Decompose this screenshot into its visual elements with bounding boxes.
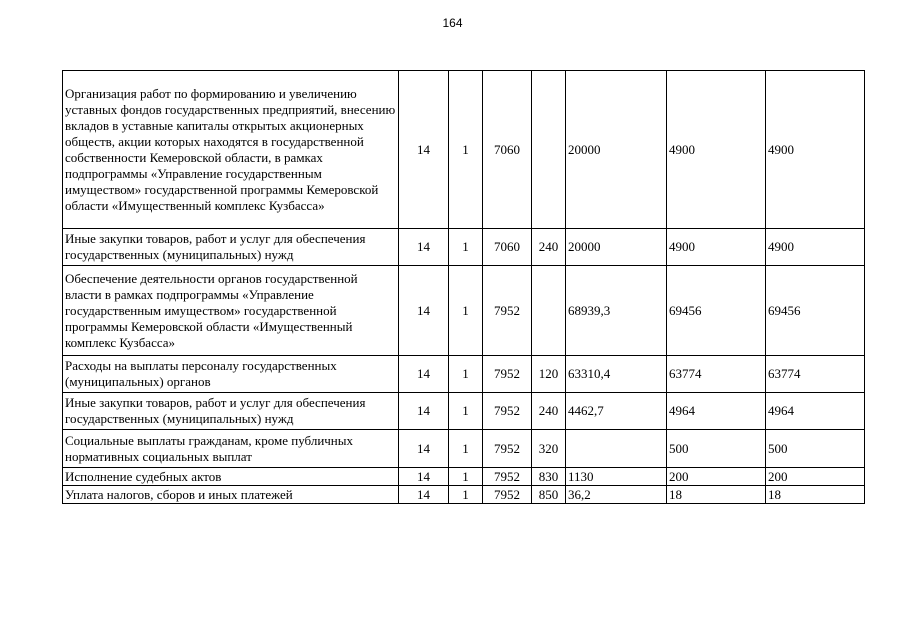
- table-row: [63, 468, 865, 486]
- section-code: 14: [399, 430, 449, 468]
- amount-3: 4964: [766, 393, 865, 430]
- table-row: [63, 430, 865, 468]
- target-article-code: 7952: [483, 266, 532, 356]
- amount-1: 4462,7: [566, 393, 667, 430]
- subsection-code: 1: [449, 393, 483, 430]
- budget-table: [62, 70, 865, 504]
- target-article-code: 7952: [483, 468, 532, 486]
- target-article-code: 7952: [483, 486, 532, 504]
- amount-1: 36,2: [566, 486, 667, 504]
- subsection-code: 1: [449, 430, 483, 468]
- table-row: [63, 266, 865, 356]
- amount-2: 4900: [667, 229, 766, 266]
- amount-3: 4900: [766, 229, 865, 266]
- table-row: [63, 71, 865, 229]
- section-code: 14: [399, 71, 449, 229]
- expense-type-code: 320: [532, 430, 566, 468]
- subsection-code: 1: [449, 468, 483, 486]
- amount-1: [566, 430, 667, 468]
- amount-1: 68939,3: [566, 266, 667, 356]
- row-name: Иные закупки товаров, работ и услуг для обеспечения государственных (муниципальных) нужд: [63, 393, 399, 430]
- row-name: Социальные выплаты гражданам, кроме публичных нормативных социальных выплат: [63, 430, 399, 468]
- subsection-code: 1: [449, 486, 483, 504]
- expense-type-code: 240: [532, 393, 566, 430]
- section-code: 14: [399, 266, 449, 356]
- expense-type-code: [532, 71, 566, 229]
- row-name: Обеспечение деятельности органов государственной власти в рамках подпрограммы «Управление государственным имуществом» государственной программы Кемеровской области «Имущественный комплекс Кузбасса»: [63, 266, 399, 356]
- section-code: 14: [399, 486, 449, 504]
- expense-type-code: [532, 266, 566, 356]
- table-row: [63, 356, 865, 393]
- table-row: [63, 393, 865, 430]
- section-code: 14: [399, 229, 449, 266]
- row-name: Уплата налогов, сборов и иных платежей: [63, 486, 399, 504]
- expense-type-code: 850: [532, 486, 566, 504]
- amount-3: 69456: [766, 266, 865, 356]
- amount-2: 69456: [667, 266, 766, 356]
- section-code: 14: [399, 356, 449, 393]
- expense-type-code: 120: [532, 356, 566, 393]
- amount-1: 20000: [566, 229, 667, 266]
- row-name: Расходы на выплаты персоналу государственных (муниципальных) органов: [63, 356, 399, 393]
- amount-2: 63774: [667, 356, 766, 393]
- amount-2: 4900: [667, 71, 766, 229]
- subsection-code: 1: [449, 266, 483, 356]
- target-article-code: 7060: [483, 71, 532, 229]
- row-name: Иные закупки товаров, работ и услуг для обеспечения государственных (муниципальных) нужд: [63, 229, 399, 266]
- target-article-code: 7952: [483, 430, 532, 468]
- amount-1: 1130: [566, 468, 667, 486]
- amount-3: 4900: [766, 71, 865, 229]
- amount-1: 20000: [566, 71, 667, 229]
- row-name: Организация работ по формированию и увеличению уставных фондов государственных предприятий, внесению вкладов в уставные капиталы открытых акционерных обществ, акции которых находятся в государственной собственности Кемеровской области, в рамках подпрограммы «Управление государственным имуществом» государственной программы Кемеровской области «Имущественный комплекс Кузбасса»: [63, 71, 399, 229]
- target-article-code: 7952: [483, 356, 532, 393]
- amount-2: 200: [667, 468, 766, 486]
- section-code: 14: [399, 393, 449, 430]
- table-row: [63, 229, 865, 266]
- section-code: 14: [399, 468, 449, 486]
- amount-1: 63310,4: [566, 356, 667, 393]
- amount-3: 18: [766, 486, 865, 504]
- subsection-code: 1: [449, 229, 483, 266]
- subsection-code: 1: [449, 71, 483, 229]
- amount-2: 18: [667, 486, 766, 504]
- expense-type-code: 240: [532, 229, 566, 266]
- page-number: 164: [442, 16, 463, 30]
- target-article-code: 7060: [483, 229, 532, 266]
- amount-3: 500: [766, 430, 865, 468]
- target-article-code: 7952: [483, 393, 532, 430]
- subsection-code: 1: [449, 356, 483, 393]
- amount-2: 4964: [667, 393, 766, 430]
- amount-2: 500: [667, 430, 766, 468]
- amount-3: 200: [766, 468, 865, 486]
- amount-3: 63774: [766, 356, 865, 393]
- expense-type-code: 830: [532, 468, 566, 486]
- row-name: Исполнение судебных актов: [63, 468, 399, 486]
- table-row: [63, 486, 865, 504]
